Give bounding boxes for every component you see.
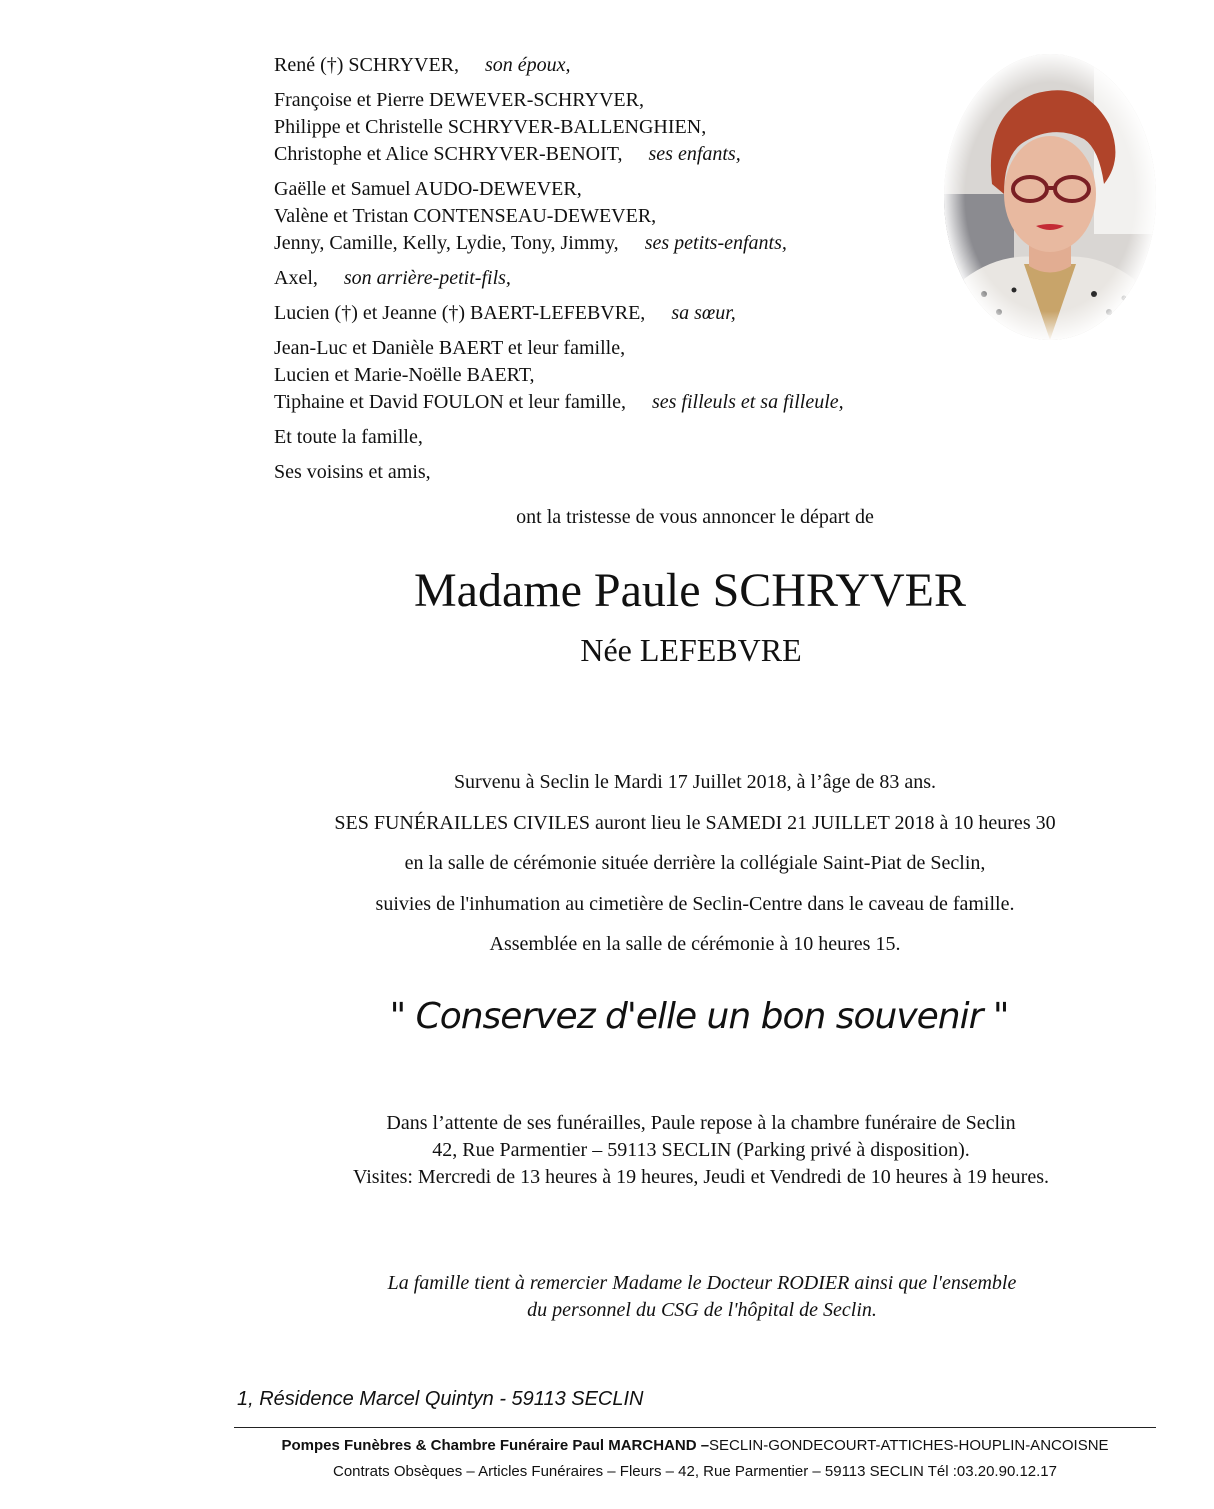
family-member-names: Jenny, Camille, Kelly, Lydie, Tony, Jimmy, — [274, 232, 619, 254]
family-member-names: Philippe et Christelle SCHRYVER-BALLENGHIEN, — [274, 116, 707, 138]
announcement: ont la tristesse de vous annoncer le départ de — [516, 506, 874, 528]
footer-divider — [234, 1427, 1156, 1428]
family-relation: son époux, — [485, 54, 571, 76]
family-member-names: Axel, — [274, 267, 318, 289]
family-relation: ses petits-enfants, — [644, 232, 787, 254]
family-list — [274, 52, 954, 494]
funeral-home-services: Contrats Obsèques – Articles Funéraires – Fleurs – 42, Rue Parmentier – 59113 SECLIN Tél :03.20.90.12.17 — [332, 1463, 1057, 1480]
family-relation: ses enfants, — [648, 143, 741, 165]
family-line — [274, 203, 954, 230]
family-member-names: Ses voisins et amis, — [274, 461, 431, 483]
portrait-photo — [944, 54, 1156, 340]
family-group — [274, 52, 954, 79]
funeral-home-name: Pompes Funèbres & Chambre Funéraire Paul MARCHAND – — [281, 1437, 710, 1454]
family-member-names: Jean-Luc et Danièle BAERT et leur famille, — [274, 337, 626, 359]
family-line — [274, 114, 954, 141]
thanks-line: du personnel du CSG de l'hôpital de Seclin. — [527, 1299, 877, 1321]
family-member-names: Gaëlle et Samuel AUDO-DEWEVER, — [274, 178, 582, 200]
detail-line: Assemblée en la salle de cérémonie à 10 heures 15. — [489, 933, 901, 955]
family-member-names: Lucien et Marie-Noëlle BAERT, — [274, 364, 535, 386]
family-line — [274, 335, 954, 362]
repose-line: Dans l’attente de ses funérailles, Paule repose à la chambre funéraire de Seclin — [386, 1112, 1016, 1134]
family-member-names: Christophe et Alice SCHRYVER-BENOIT, — [274, 143, 623, 165]
repose-info — [274, 1110, 1128, 1191]
family-line — [274, 389, 954, 416]
family-line — [274, 459, 954, 486]
family-line — [274, 424, 954, 451]
thanks-line: La famille tient à remercier Madame le Docteur RODIER ainsi que l'ensemble — [387, 1272, 1017, 1294]
family-address: 1, Résidence Marcel Quintyn - 59113 SECLIN — [237, 1388, 644, 1410]
family-relation: sa sœur, — [671, 302, 736, 324]
family-member-names: René (†) SCHRYVER, — [274, 54, 459, 76]
family-group — [274, 300, 954, 327]
funeral-home-locations: SECLIN-GONDECOURT-ATTICHES-HOUPLIN-ANCOISNE — [709, 1437, 1109, 1454]
family-line — [274, 300, 954, 327]
family-member-names: Tiphaine et David FOULON et leur famille, — [274, 391, 626, 413]
family-group — [274, 459, 954, 486]
family-line — [274, 176, 954, 203]
deceased-name: Madame Paule SCHRYVER — [414, 564, 966, 617]
family-line — [274, 141, 954, 168]
memorial-quote: " Conservez d'elle un bon souvenir " — [389, 996, 1009, 1037]
detail-line: en la salle de cérémonie située derrière la collégiale Saint-Piat de Seclin, — [404, 852, 986, 874]
maiden-name: Née LEFEBVRE — [580, 632, 802, 668]
family-member-names: Et toute la famille, — [274, 426, 423, 448]
family-member-names: Valène et Tristan CONTENSEAU-DEWEVER, — [274, 205, 657, 227]
ceremony-details — [274, 762, 1116, 965]
family-line — [274, 230, 954, 257]
family-group — [274, 265, 954, 292]
thanks-note — [274, 1270, 1130, 1324]
family-group — [274, 176, 954, 257]
family-member-names: Lucien (†) et Jeanne (†) BAERT-LEFEBVRE, — [274, 302, 646, 324]
family-member-names: Françoise et Pierre DEWEVER-SCHRYVER, — [274, 89, 644, 111]
family-group — [274, 87, 954, 168]
detail-line: Survenu à Seclin le Mardi 17 Juillet 2018, à l’âge de 83 ans. — [453, 771, 937, 793]
family-group — [274, 335, 954, 416]
repose-line: 42, Rue Parmentier – 59113 SECLIN (Parking privé à disposition). — [432, 1139, 970, 1161]
family-line — [274, 362, 954, 389]
family-line — [274, 265, 954, 292]
family-relation: ses filleuls et sa filleule, — [651, 391, 844, 413]
funeral-home-line — [234, 1437, 1156, 1454]
family-relation: son arrière-petit-fils, — [343, 267, 511, 289]
detail-line: SES FUNÉRAILLES CIVILES auront lieu le SAMEDI 21 JUILLET 2018 à 10 heures 30 — [334, 811, 1056, 834]
family-group — [274, 424, 954, 451]
family-line — [274, 52, 954, 79]
family-line — [274, 87, 954, 114]
repose-line: Visites: Mercredi de 13 heures à 19 heures, Jeudi et Vendredi de 10 heures à 19 heures. — [353, 1166, 1049, 1188]
detail-line: suivies de l'inhumation au cimetière de Seclin-Centre dans le caveau de famille. — [375, 892, 1015, 915]
